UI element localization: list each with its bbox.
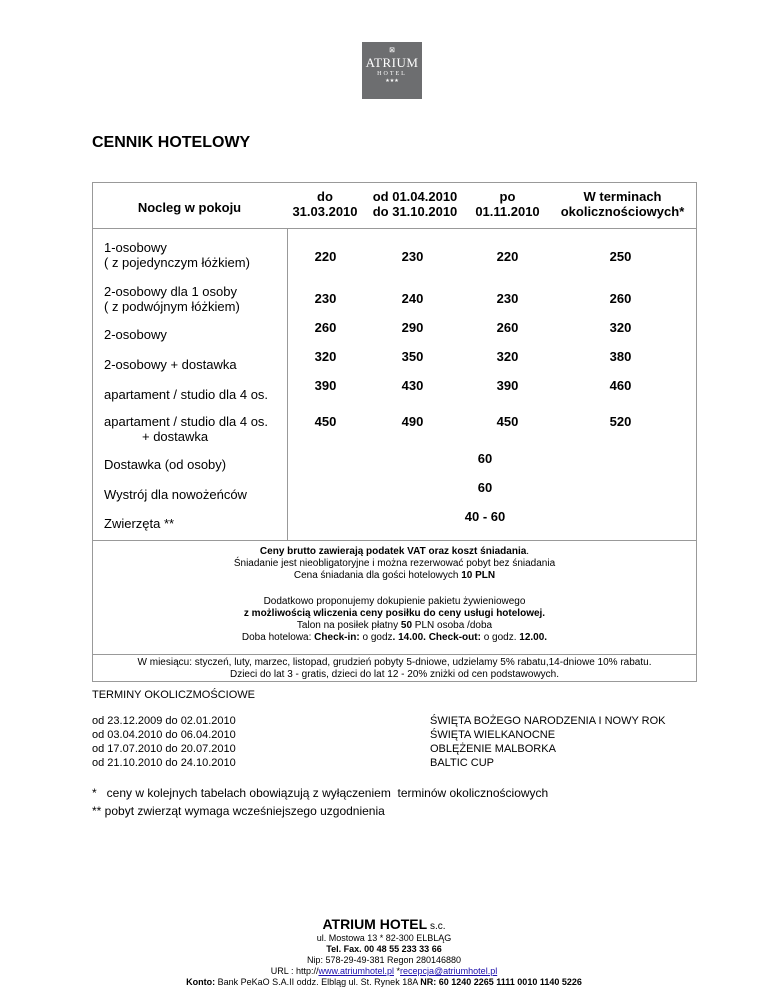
row-label: 1-osobowy ( z pojedynczym łóżkiem): [104, 240, 250, 270]
logo-sub: HOTEL: [377, 71, 407, 77]
price-cell: 230: [401, 249, 424, 264]
price-cell: 460: [609, 378, 632, 393]
term-dates: od 21.10.2010 do 24.10.2010: [92, 757, 236, 769]
price-cell: 450: [314, 414, 337, 429]
extra-value: 60: [477, 480, 493, 495]
row-label: apartament / studio dla 4 os.: [104, 387, 269, 402]
row-label: 2-osobowy: [104, 327, 167, 342]
price-cell: 260: [609, 291, 632, 306]
header-col2: od 01.04.2010 do 31.10.2010: [372, 189, 458, 219]
row-label: 2-osobowy dla 1 osoby ( z podwójnym łóżkiem): [104, 284, 240, 314]
terms-heading: TERMINY OKOLICZMOŚCIOWE: [92, 689, 255, 701]
price-cell: 260: [314, 320, 337, 335]
extra-value: 60: [477, 451, 493, 466]
price-cell: 220: [314, 249, 337, 264]
footer-url: URL : http://www.atriumhotel.pl *recepcja@atriumhotel.pl: [270, 966, 498, 976]
footer-phone: Tel. Fax. 00 48 55 233 33 66: [326, 944, 442, 954]
footnote: * ceny w kolejnych tabelach obowiązują z wyłączeniem terminów okolicznościowych: [92, 786, 549, 800]
hotel-logo: [362, 42, 422, 99]
footer-account: Konto: Bank PeKaO S.A.II oddz. Elbląg ul. St. Rynek 18A NR: 60 1240 2265 1111 0010 1140 5226: [186, 977, 582, 987]
price-cell: 380: [609, 349, 632, 364]
price-cell: 390: [496, 378, 519, 393]
price-cell: 430: [401, 378, 424, 393]
price-cell: 490: [401, 414, 424, 429]
extra-label: Wystrój dla nowożeńców: [104, 487, 247, 502]
term-name: ŚWIĘTA BOŻEGO NARODZENIA I NOWY ROK: [430, 715, 666, 727]
price-cell: 320: [609, 320, 632, 335]
price-cell: 220: [496, 249, 519, 264]
price-cell: 320: [496, 349, 519, 364]
term-dates: od 23.12.2009 do 02.01.2010: [92, 715, 236, 727]
header-col4: W terminach okolicznościowych*: [560, 189, 685, 219]
logo-stars: ★★★: [385, 78, 399, 84]
header-col1: do 31.03.2010: [292, 189, 358, 219]
row-label: apartament / studio dla 4 os. + dostawka: [104, 414, 269, 444]
note-hotel-day: Doba hotelowa: Check-in: o godz. 14.00. Check-out: o godz. 12.00.: [241, 632, 548, 643]
price-cell: 390: [314, 378, 337, 393]
note-voucher: Talon na posiłek płatny 50 PLN osoba /doba: [296, 620, 493, 631]
term-dates: od 03.04.2010 do 06.04.2010: [92, 729, 236, 741]
note-breakfast-price: Cena śniadania dla gości hotelowych 10 PLN: [293, 570, 496, 581]
price-cell: 350: [401, 349, 424, 364]
footer-nip: Nip: 578-29-49-381 Regon 280146880: [306, 955, 462, 965]
term-name: ŚWIĘTA WIELKANOCNE: [430, 729, 556, 741]
header-col3: po 01.11.2010: [475, 189, 540, 219]
note-breakfast-optional: Śniadanie jest nieobligatoryjne i można rezerwować pobyt bez śniadania: [233, 558, 556, 569]
term-name: BALTIC CUP: [430, 757, 494, 769]
header-room: Nocleg w pokoju: [137, 200, 242, 215]
note-vat: Ceny brutto zawierają podatek VAT oraz koszt śniadania.: [259, 546, 530, 557]
column-divider: [287, 228, 288, 540]
email-link[interactable]: recepcja@atriumhotel.pl: [400, 966, 498, 976]
row-divider: [92, 654, 697, 655]
footer-company: ATRIUM HOTEL s.c.: [322, 916, 446, 932]
extra-label: Zwierzęta **: [104, 516, 175, 531]
price-cell: 320: [314, 349, 337, 364]
footer-address: ul. Mostowa 13 * 82-300 ELBLĄG: [316, 933, 452, 943]
row-divider: [92, 228, 697, 229]
term-dates: od 17.07.2010 do 20.07.2010: [92, 743, 236, 755]
note-meal: Dodatkowo proponujemy dokupienie pakietu żywieniowego: [263, 596, 526, 607]
note-months: W miesiącu: styczeń, luty, marzec, listopad, grudzień pobyty 5-dniowe, udzielamy 5% rabatu,14-dniowe 10% rabatu.: [137, 657, 652, 668]
note-meal-included: z możliwością wliczenia ceny posiłku do ceny usługi hotelowej.: [243, 608, 546, 619]
extra-value: 40 - 60: [464, 509, 506, 524]
logo-name: ATRIUM: [365, 55, 419, 70]
price-cell: 230: [496, 291, 519, 306]
logo-emblem-icon: ⊠: [389, 47, 395, 54]
price-cell: 250: [609, 249, 632, 264]
price-cell: 290: [401, 320, 424, 335]
term-name: OBLĘŻENIE MALBORKA: [430, 743, 556, 755]
price-cell: 230: [314, 291, 337, 306]
price-cell: 520: [609, 414, 632, 429]
row-label: 2-osobowy + dostawka: [104, 357, 237, 372]
price-cell: 240: [401, 291, 424, 306]
note-children: Dzieci do lat 3 - gratis, dzieci do lat 12 - 20% zniżki od cen podstawowych.: [229, 669, 560, 680]
page-title: CENNIK HOTELOWY: [92, 134, 251, 151]
website-link[interactable]: www.atriumhotel.pl: [318, 966, 394, 976]
row-divider: [92, 540, 697, 541]
extra-label: Dostawka (od osoby): [104, 457, 227, 472]
price-cell: 260: [496, 320, 519, 335]
footnote: ** pobyt zwierząt wymaga wcześniejszego uzgodnienia: [92, 804, 385, 818]
price-cell: 450: [496, 414, 519, 429]
